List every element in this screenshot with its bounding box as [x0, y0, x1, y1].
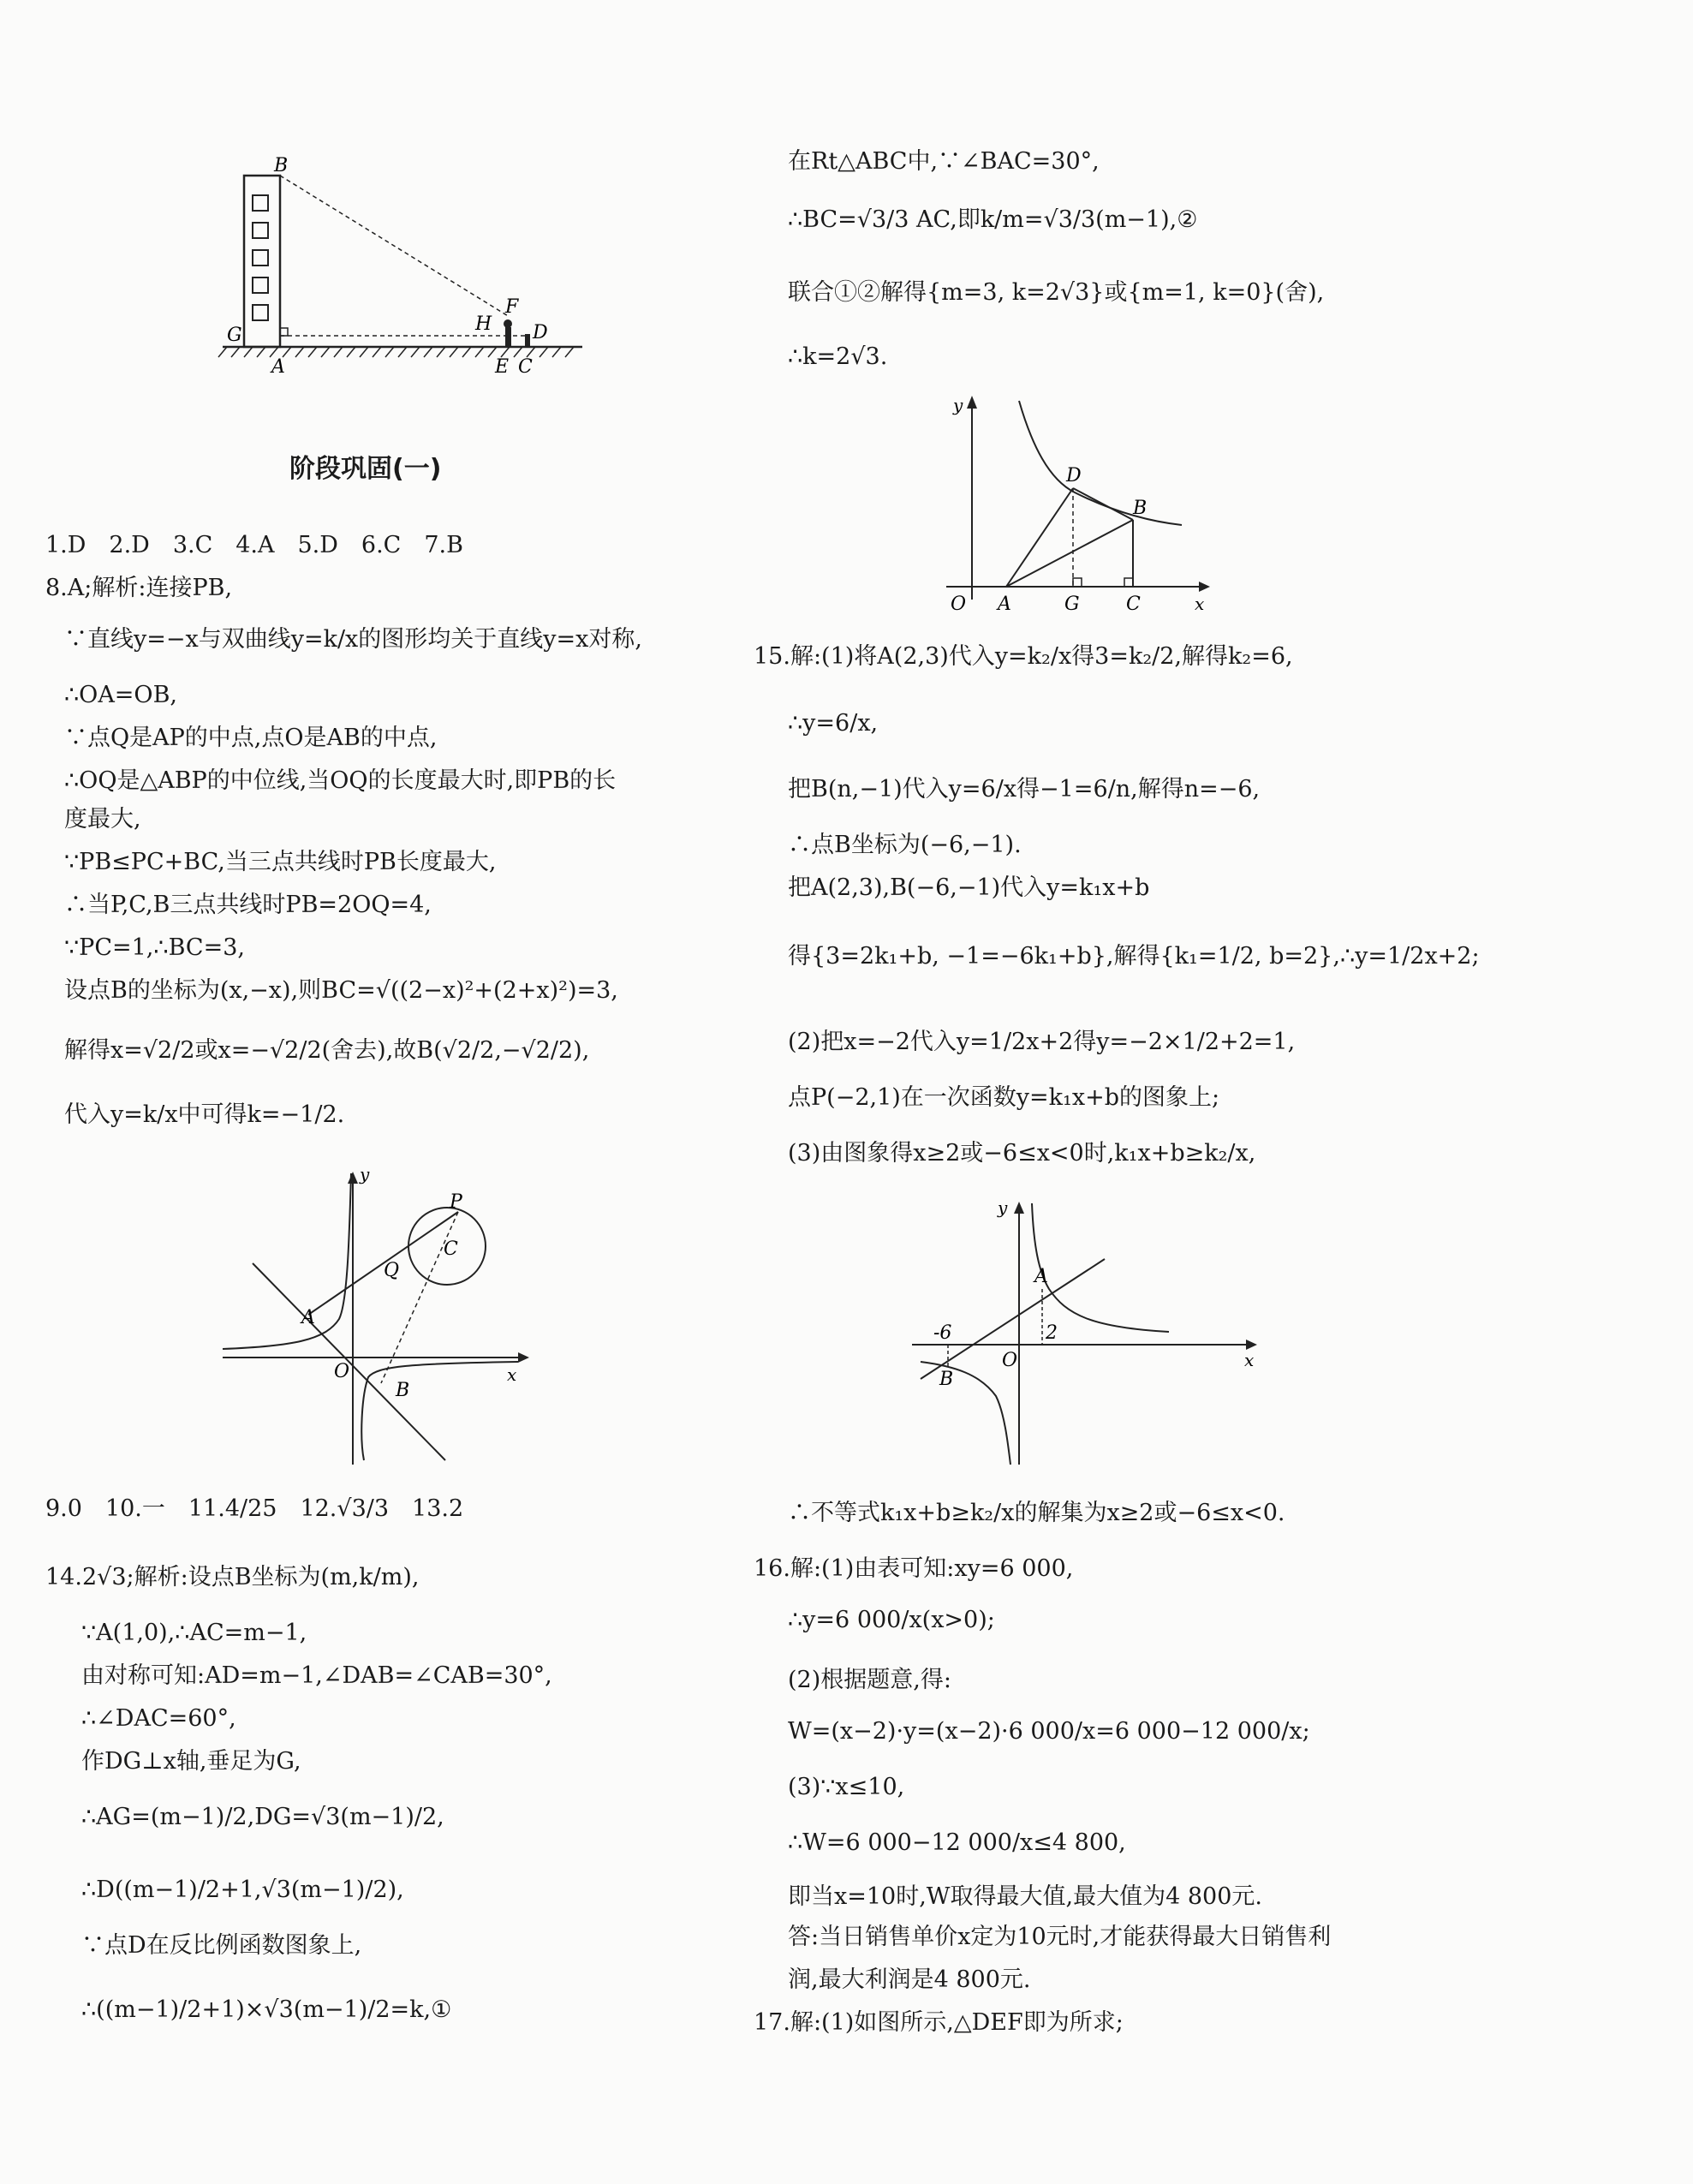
answer-line: ∴OQ是△ABP的中位线,当OQ的长度最大时,即PB的长 — [64, 767, 617, 794]
answer-line: 15.解:(1)将A(2,3)代入y=k₂/x得3=k₂/2,解得k₂=6, — [754, 643, 1293, 670]
answer-line: ∴y=6 000/x(x>0); — [788, 1607, 995, 1633]
svg-text:H: H — [475, 313, 492, 335]
answer-line: 16.解:(1)由表可知:xy=6 000, — [754, 1555, 1074, 1582]
svg-text:E: E — [495, 356, 510, 378]
building-shadow-figure — [223, 146, 582, 377]
q15-graph — [912, 1195, 1272, 1477]
answer-line: (3)∵x≤10, — [788, 1774, 905, 1800]
answer-line: ∵PB≤PC+BC,当三点共线时PB长度最大, — [64, 849, 497, 875]
svg-text:x: x — [507, 1364, 517, 1385]
answer-line: 作DG⊥x轴,垂足为G, — [81, 1748, 301, 1775]
answer-line: 解得x=√2/2或x=−√2/2(舍去),故B(√2/2,−√2/2), — [64, 1037, 590, 1064]
answer-line: ∵点Q是AP的中点,点O是AB的中点, — [64, 725, 438, 751]
svg-text:A: A — [301, 1307, 315, 1328]
svg-text:O: O — [334, 1361, 350, 1382]
svg-text:Q: Q — [384, 1260, 400, 1281]
answer-line: 14.2√3;解析:设点B坐标为(m,k/m), — [45, 1564, 420, 1590]
answer-line: 设点B的坐标为(x,−x),则BC=√((2−x)²+(2+x)²)=3, — [64, 977, 618, 1004]
answer-line: (3)由图象得x≥2或−6≤x<0时,k₁x+b≥k₂/x, — [788, 1140, 1256, 1167]
svg-text:x: x — [1195, 594, 1205, 614]
q8-graph — [223, 1165, 548, 1473]
answer-line: ∴OA=OB, — [64, 682, 177, 708]
answer-line: ∴点B坐标为(−6,−1). — [788, 832, 1022, 858]
answer-line: ∵点D在反比例函数图象上, — [81, 1932, 362, 1959]
svg-text:y: y — [998, 1197, 1008, 1218]
svg-text:B: B — [396, 1380, 410, 1401]
answer-line: 9.0 10.一 11.4/25 12.√3/3 13.2 — [45, 1495, 464, 1522]
answer-line: 即当x=10时,W取得最大值,最大值为4 800元. — [788, 1883, 1263, 1910]
svg-text:D: D — [533, 322, 548, 343]
answer-line: ∴k=2√3. — [788, 343, 888, 370]
answer-line: W=(x−2)·y=(x−2)·6 000/x=6 000−12 000/x; — [788, 1718, 1310, 1745]
answer-line: ∵直线y=−x与双曲线y=k/x的图形均关于直线y=x对称, — [64, 626, 642, 653]
section-title: 阶段巩固(一) — [289, 454, 442, 484]
answer-line: 1.D 2.D 3.C 4.A 5.D 6.C 7.B — [45, 532, 463, 558]
svg-text:-6: -6 — [933, 1322, 952, 1344]
svg-text:F: F — [505, 296, 519, 318]
answer-line: ∴y=6/x, — [788, 710, 879, 737]
answer-line: ∴AG=(m−1)/2,DG=√3(m−1)/2, — [81, 1804, 444, 1830]
svg-text:C: C — [518, 356, 533, 378]
q14-graph — [946, 385, 1237, 615]
answer-line: 把A(2,3),B(−6,−1)代入y=k₁x+b — [788, 874, 1150, 901]
svg-text:x: x — [1244, 1350, 1255, 1370]
answer-line: 8.A;解析:连接PB, — [45, 575, 233, 601]
answer-line: 度最大, — [64, 806, 141, 832]
answer-line: 得{3=2k₁+b, −1=−6k₁+b},解得{k₁=1/2, b=2},∴y=1/2x+2; — [788, 943, 1480, 970]
answer-line: 由对称可知:AD=m−1,∠DAB=∠CAB=30°, — [81, 1662, 552, 1689]
answer-line: 把B(n,−1)代入y=6/x得−1=6/n,解得n=−6, — [788, 776, 1261, 803]
answer-line: 代入y=k/x中可得k=−1/2. — [64, 1101, 345, 1128]
answer-line: 17.解:(1)如图所示,△DEF即为所求; — [754, 2009, 1124, 2036]
answer-line: 润,最大利润是4 800元. — [788, 1966, 1031, 1993]
svg-text:A: A — [1034, 1266, 1048, 1287]
svg-text:A: A — [998, 594, 1011, 615]
svg-text:G: G — [1064, 594, 1080, 615]
answer-line: 点P(−2,1)在一次函数y=k₁x+b的图象上; — [788, 1084, 1220, 1111]
answer-line: ∵PC=1,∴BC=3, — [64, 934, 245, 961]
answer-line: (2)根据题意,得: — [788, 1667, 951, 1693]
answer-line: ∴∠DAC=60°, — [81, 1705, 236, 1732]
svg-text:A: A — [271, 356, 285, 378]
answer-line: 在Rt△ABC中,∵∠BAC=30°, — [788, 148, 1100, 175]
svg-text:y: y — [360, 1164, 370, 1184]
svg-text:C: C — [1126, 594, 1141, 615]
svg-text:C: C — [444, 1238, 458, 1260]
svg-text:O: O — [951, 594, 967, 615]
answer-line: ∴当P,C,B三点共线时PB=2OQ=4, — [64, 892, 432, 918]
answer-line: ∴不等式k₁x+b≥k₂/x的解集为x≥2或−6≤x<0. — [788, 1500, 1285, 1526]
svg-text:B: B — [1133, 498, 1148, 519]
svg-text:O: O — [1002, 1350, 1018, 1371]
answer-line: ∴W=6 000−12 000/x≤4 800, — [788, 1829, 1126, 1856]
answer-line: 答:当日销售单价x定为10元时,才能获得最大日销售利 — [788, 1924, 1332, 1950]
answer-line: (2)把x=−2代入y=1/2x+2得y=−2×1/2+2=1, — [788, 1029, 1296, 1055]
svg-text:2: 2 — [1046, 1322, 1058, 1344]
svg-text:B: B — [274, 155, 289, 176]
answer-line: ∴D((m−1)/2+1,√3(m−1)/2), — [81, 1877, 404, 1903]
svg-text:B: B — [939, 1369, 954, 1390]
answer-line: ∵A(1,0),∴AC=m−1, — [81, 1620, 307, 1646]
svg-text:y: y — [953, 395, 963, 415]
svg-text:D: D — [1066, 465, 1082, 486]
svg-text:P: P — [450, 1191, 462, 1213]
svg-text:G: G — [227, 325, 242, 346]
answer-line: ∴BC=√3/3 AC,即k/m=√3/3(m−1),② — [788, 206, 1198, 233]
answer-line: 联合①②解得{m=3, k=2√3}或{m=1, k=0}(舍), — [788, 279, 1325, 306]
answer-line: ∴((m−1)/2+1)×√3(m−1)/2=k,① — [81, 1996, 452, 2023]
